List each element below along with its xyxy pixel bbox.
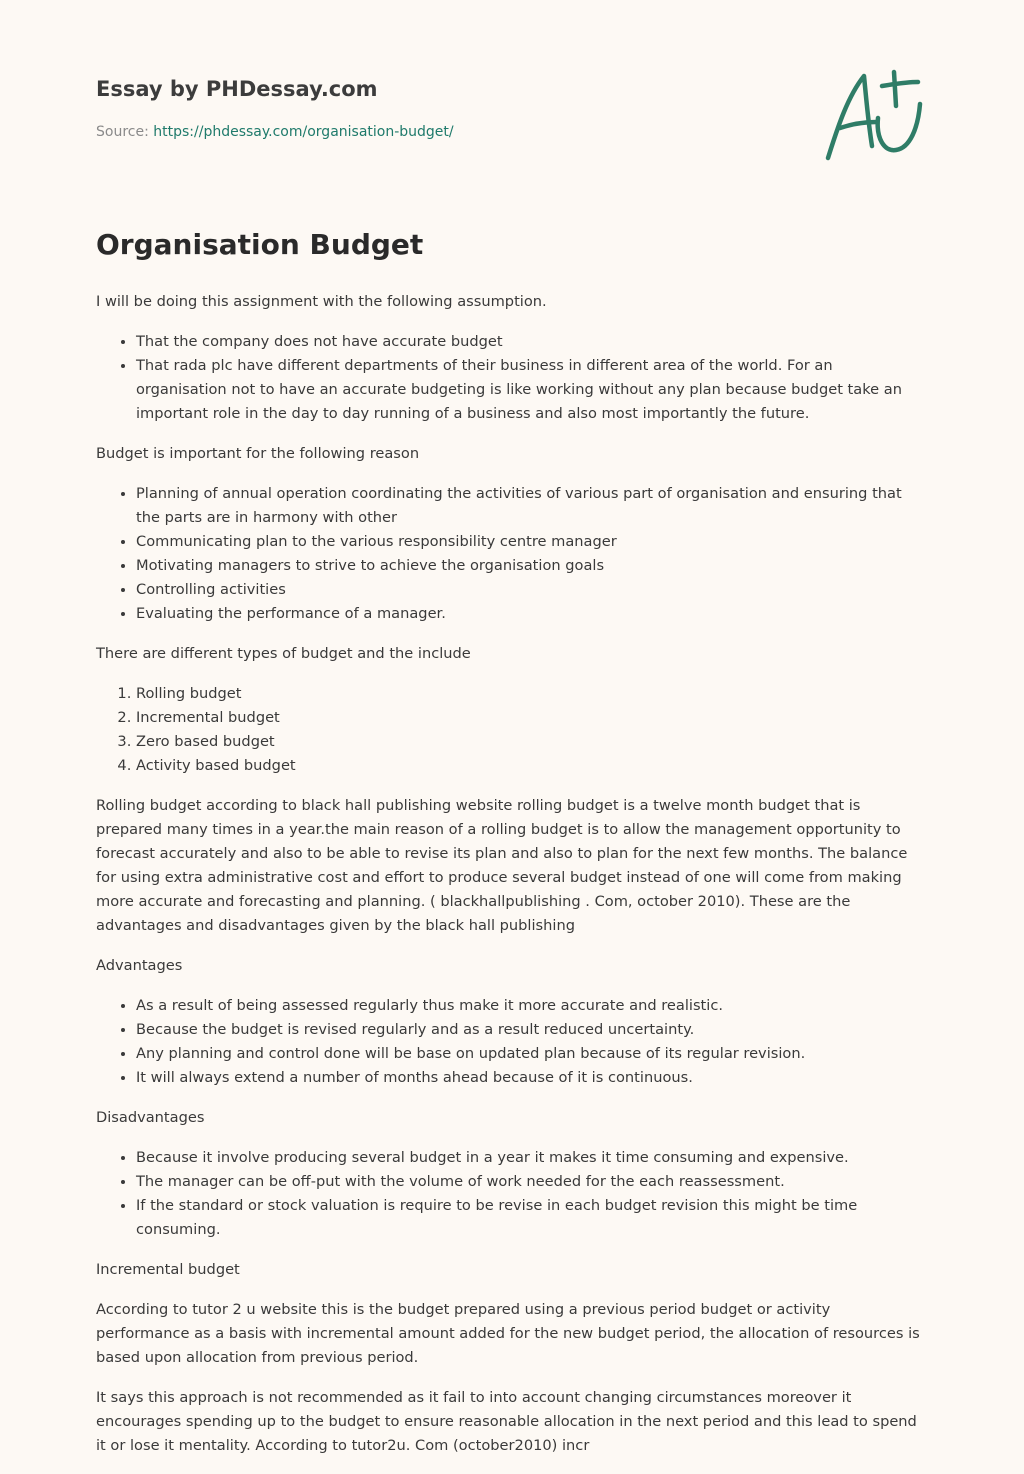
intro-paragraph: I will be doing this assignment with the following assumption. bbox=[96, 293, 547, 310]
site-title: Essay by PHDessay.com bbox=[96, 77, 378, 101]
list-item: • Because the budget is revised regularly and as a result reduced uncertainty. bbox=[136, 1018, 926, 1042]
incremental-paragraph: According to tutor 2 u website this is the budget prepared using a previous period budget or activity performance as a basis with incremental amount added for the new budget period, the allocation of resources is based upon allocation from previous period. bbox=[96, 1301, 920, 1366]
advantages-list bbox=[96, 994, 926, 1090]
list-item: • Evaluating the performance of a manager. bbox=[136, 602, 926, 626]
assumptions-list bbox=[96, 330, 926, 426]
list-item: 4. Activity based budget bbox=[136, 754, 926, 778]
incremental-paragraph: It says this approach is not recommended as it fail to into account changing circumstances moreover it encourages spending up to the budget to ensure reasonable allocation in the next period and this lead to spend it or lose it mentality. According to tutor2u. Com (october2010) incr bbox=[96, 1389, 917, 1454]
rolling-budget-paragraph: Rolling budget according to black hall publishing website rolling budget is a twelve month budget that is prepared many times in a year.the main reason of a rolling budget is to allow the management opportunity to forecast accurately and also to be able to revise its plan and also to plan for the next few months. The balance for using extra administrative cost and effort to produce several budget instead of one will come from making more accurate and forecasting and planning. ( blackhallpublishing . Com, october 2010). These are the advantages and disadvantages given by the black hall publishing bbox=[96, 797, 908, 934]
list-item: • Controlling activities bbox=[136, 578, 926, 602]
list-item: • Communicating plan to the various responsibility centre manager bbox=[136, 530, 926, 554]
list-item: 3. Zero based budget bbox=[136, 730, 926, 754]
article bbox=[96, 226, 926, 1474]
importance-intro: Budget is important for the following reason bbox=[96, 445, 420, 462]
list-item: • That the company does not have accurate budget bbox=[136, 330, 926, 354]
source-link[interactable]: https://phdessay.com/organisation-budget/ bbox=[153, 124, 454, 140]
list-item: • As a result of being assessed regularly thus make it more accurate and realistic. bbox=[136, 994, 926, 1018]
source-label: Source: bbox=[96, 124, 154, 140]
article-title: Organisation Budget bbox=[96, 228, 424, 261]
list-item: • Planning of annual operation coordinating the activities of various part of organisation and ensuring that the parts are in harmony with other bbox=[136, 482, 926, 530]
incremental-heading: Incremental budget bbox=[96, 1261, 240, 1278]
list-item: • The manager can be off-put with the volume of work needed for the each reassessment. bbox=[136, 1170, 926, 1194]
list-item: • Any planning and control done will be base on updated plan because of its regular revision. bbox=[136, 1042, 926, 1066]
list-item: • That rada plc have different departments of their business in different area of the world. For an organisation not to have an accurate budgeting is like working without any plan because budget take an important role in the day to day running of a business and also most importantly the future. bbox=[136, 354, 926, 426]
disadvantages-heading: Disadvantages bbox=[96, 1109, 205, 1126]
list-item: • It will always extend a number of months ahead because of it is continuous. bbox=[136, 1066, 926, 1090]
advantages-heading: Advantages bbox=[96, 957, 183, 974]
types-intro: There are different types of budget and the include bbox=[96, 645, 471, 662]
list-item: 2. Incremental budget bbox=[136, 706, 926, 730]
list-item: 1. Rolling budget bbox=[136, 682, 926, 706]
a-plus-logo bbox=[818, 66, 930, 166]
list-item: • Because it involve producing several budget in a year it makes it time consuming and expensive. bbox=[136, 1146, 926, 1170]
list-item: • Motivating managers to strive to achieve the organisation goals bbox=[136, 554, 926, 578]
reasons-list bbox=[96, 482, 926, 626]
a-plus-logo-icon bbox=[818, 66, 930, 166]
essay-header bbox=[96, 74, 796, 142]
disadvantages-list bbox=[96, 1146, 926, 1242]
budget-types-list bbox=[96, 682, 926, 778]
list-item: • If the standard or stock valuation is require to be revise in each budget revision this might be time consuming. bbox=[136, 1194, 926, 1242]
source-line bbox=[96, 122, 796, 142]
